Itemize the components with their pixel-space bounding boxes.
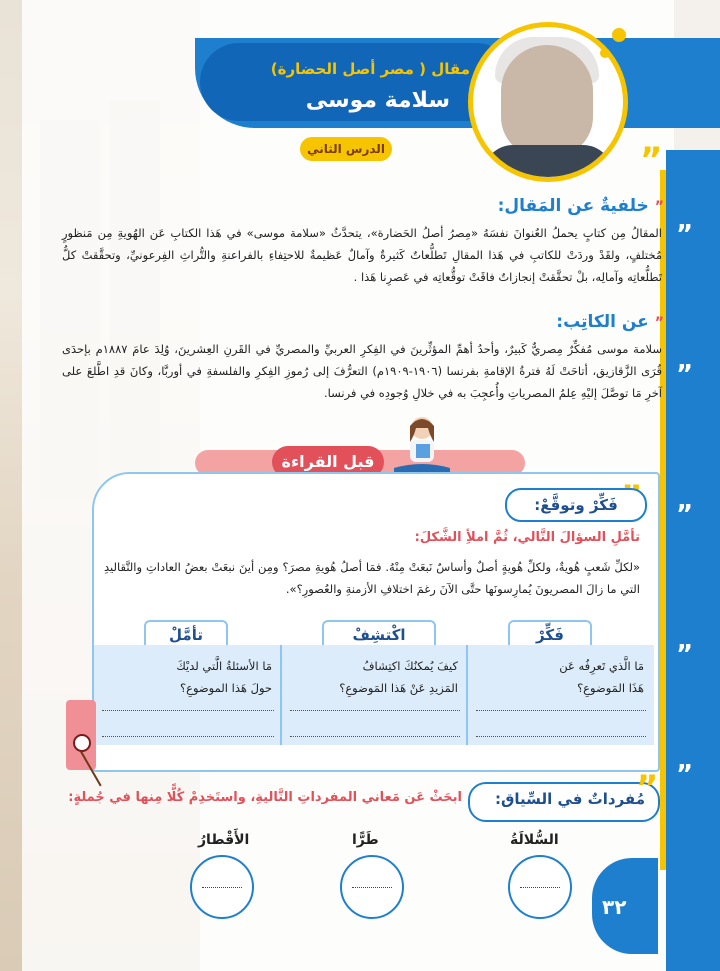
column-head-reflect: تأمَّلْ xyxy=(144,620,228,648)
vocab-word: طَرًّا xyxy=(352,832,379,848)
answer-line xyxy=(520,887,560,888)
answer-line xyxy=(202,887,242,888)
kwl-cell-discover xyxy=(282,645,468,745)
think-predict-tab: فَكِّرْ وتوقَّعْ: xyxy=(505,488,647,522)
answer-line[interactable] xyxy=(102,709,274,711)
article-title: مقال ( مصر أصل الحضارة) xyxy=(270,60,470,78)
author-paragraph: سلامة موسى مُفكِّرٌ مِصريٌّ كَبيرٌ، وأحدُ أهمِّ المؤثِّرينَ في الفِكرِ العربيِّ والمصريِّ في القَرنِ العِشرينَ، وُلِدَ عامَ ١٨٨٧م بإحدَى قُرَى الزَّقازيق، أتاحَتْ لَهُ فترةُ الإقامةِ بفرنسا (١٩٠٦-١٩٠٩م) التعرُّفَ إلى رُموزِ الفِكرِ والفلسفةِ في أوربَّا، وكانَ قدِ اطَّلعَ على آخرِ مَا توصَّلَ إليْهِ عِلمُ المصرياتِ وأُعجِبَ به في خلالِ وُجودِه في فرنسا. xyxy=(62,342,662,400)
reading-girl-icon xyxy=(390,412,454,480)
page-number: ٣٢ xyxy=(602,895,627,919)
background-heading-text: خلفيةٌ عن المَقال: xyxy=(497,196,649,216)
vocab-title: مُفرداتٌ في السِّياق: xyxy=(495,790,645,808)
vocab-word: الأَقْطارُ xyxy=(198,832,250,848)
kwl-cell-reflect xyxy=(94,645,282,745)
quote-decor-icon: ” xyxy=(676,220,694,250)
quote-icon: ” xyxy=(654,199,664,215)
answer-line[interactable] xyxy=(290,709,460,711)
answer-line xyxy=(352,887,392,888)
vocab-answer-circle[interactable] xyxy=(190,855,254,919)
author-heading xyxy=(556,312,664,332)
quote-decor-icon: ” xyxy=(676,760,694,790)
answer-line[interactable] xyxy=(476,709,646,711)
right-decor-stripe xyxy=(666,150,720,971)
vocab-answer-circle[interactable] xyxy=(508,855,572,919)
portrait-face xyxy=(501,45,593,157)
background-heading xyxy=(498,196,664,216)
quote-decor-icon: ” xyxy=(640,140,663,180)
before-reading-label: قبل القراءة xyxy=(272,446,384,478)
decor-dot xyxy=(600,48,610,58)
vocab-word: السُّلالَةُ xyxy=(510,832,559,848)
table-divider xyxy=(280,645,282,745)
kwl-question: مَا الأسئلةُ الَّتي لديْكَ حولَ هَذا الموضوعِ؟ xyxy=(176,659,272,695)
decor-dot xyxy=(612,28,626,42)
background-paragraph: المقالُ مِن كتابٍ يحملُ العُنوانَ نفسَهُ «مِصرُ أصلُ الحَضارة»، يتحدَّثُ «سلامة موسى» في هَذا الكتابِ عَن الهُويةِ مِن مَنظورٍ مُختلفٍ، ولقَدْ وردَتْ للكاتبِ في هَذا المقالِ تَطلُّعاتٌ كَثيرةٌ وآمالٌ عَظيمةٌ للاحتِفاءِ بالفراعنةِ والتُّراثِ الفِرعونيِّ، وتحقَّقتْ كلُّ تَطلُّعاتِه وآمالِه، بلْ تحقَّقتْ إنجازاتٌ فاقَتْ توقُّعاتِه في عَصرِنا هَذا . xyxy=(62,226,662,284)
column-head-discover: اكْتشِفْ xyxy=(322,620,436,648)
answer-line[interactable] xyxy=(102,735,274,737)
think-instruction: تأمَّلِ السؤالَ التَّالي، ثُمَّ املأِ الشَّكلَ: xyxy=(414,530,640,545)
article-author: سلامة موسى xyxy=(305,88,450,113)
quote-decor-icon: ” xyxy=(676,360,694,390)
vocab-answer-circle[interactable] xyxy=(340,855,404,919)
answer-line[interactable] xyxy=(476,735,646,737)
quote-decor-icon: ” xyxy=(636,768,659,808)
kwl-cell-think xyxy=(468,645,654,745)
answer-line[interactable] xyxy=(290,735,460,737)
portrait-suit xyxy=(483,145,613,182)
think-quote: «لكلِّ شَعبٍ هُويةٌ، ولكلِّ هُويةٍ أصلٌ وأساسٌ نَبعَتْ مِنْهُ. فمَا أصلُ هُويةِ مصرَ؟ ومِن أينَ نبعَتْ بعضُ العاداتِ والتَّقاليدِ التي ما زالَ المصريونَ يُمارِسونَها حتَّى الآنَ رغمَ اختلافِ الأزمنةِ والعُصورِ؟». xyxy=(104,560,640,596)
kwl-question: مَا الَّذي تَعرِفُه عَن هَذَا المَوضوعِ؟ xyxy=(559,659,644,695)
kwl-question: كيفَ يُمكنُكَ اكتِشافُ المَزيدِ عَنْ هَذا المَوضوعِ؟ xyxy=(339,659,458,695)
vocab-instruction: ابحَثْ عَن مَعاني المفرداتِ التَّاليةِ، واستَخدِمْ كُلًّا مِنها في جُملةٍ: xyxy=(68,790,462,805)
table-divider xyxy=(466,645,468,745)
kwl-table xyxy=(94,645,654,745)
lesson-badge: الدرس الثاني xyxy=(300,137,392,161)
column-head-think: فَكِّرْ xyxy=(508,620,592,648)
quote-decor-icon: ” xyxy=(676,640,694,670)
quote-decor-icon: ” xyxy=(676,500,694,530)
author-heading-text: عن الكاتِب: xyxy=(556,312,649,332)
quote-icon: ” xyxy=(654,315,664,331)
author-portrait xyxy=(468,22,628,182)
